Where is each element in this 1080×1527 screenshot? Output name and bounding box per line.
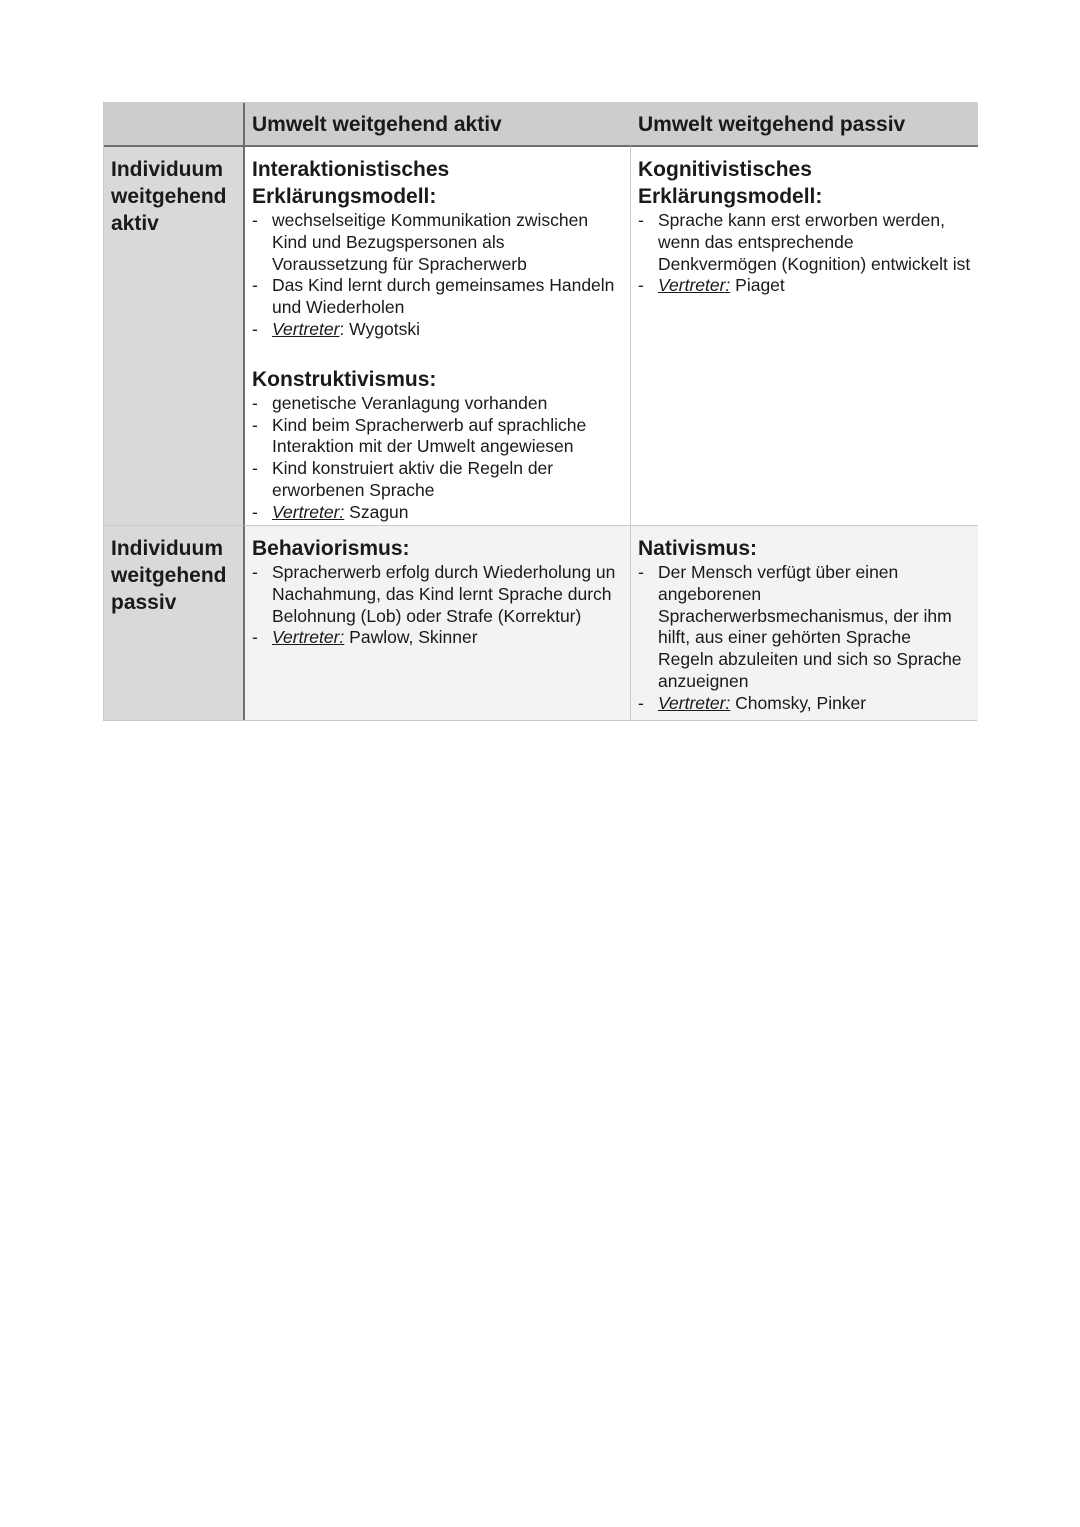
- section-title: Interaktionistisches Erklärungsmodell:: [252, 158, 450, 208]
- representative-item: - Vertreter: Wygotski: [272, 319, 623, 341]
- header-umwelt-aktiv: Umwelt weitgehend aktiv: [243, 103, 630, 147]
- section-title: Nativismus:: [638, 537, 758, 560]
- representative-names: Wygotski: [344, 318, 421, 339]
- header-umwelt-passiv: Umwelt weitgehend passiv: [630, 103, 978, 147]
- list-item: - Kind beim Spracherwerb auf sprachliche Interaktion mit der Umwelt angewiesen: [272, 415, 623, 459]
- section-title: Konstruktivismus:: [252, 367, 437, 391]
- bullet-list: [252, 562, 623, 649]
- bullet-list: [638, 210, 971, 297]
- representative-names: Szagun: [344, 501, 409, 522]
- representative-item: [272, 502, 623, 524]
- cell-aktiv-aktiv: [243, 147, 630, 526]
- representative-label: Vertreter:: [658, 692, 731, 713]
- representative-item: [658, 693, 971, 715]
- representative-label: Vertreter: [272, 318, 340, 339]
- cell-passiv-aktiv: [243, 526, 630, 720]
- representative-names: Pawlow, Skinner: [344, 627, 478, 648]
- section-interaktionistisch: [252, 156, 623, 341]
- section-nativismus: [638, 535, 971, 715]
- list-item: - wechselseitige Kommunikation zwischen Kind und Bezugspersonen als Voraussetzung für Spracherwerb: [272, 210, 623, 275]
- section-kognitivistisch: [638, 156, 971, 297]
- section-behaviorismus: [252, 535, 623, 649]
- row-label-individuum-aktiv: Individuum weitgehend aktiv: [104, 147, 243, 526]
- cell-passiv-passiv: [630, 526, 978, 720]
- section-title: Kognitivistisches Erklärungsmodell:: [638, 158, 823, 208]
- list-item: - Sprache kann erst erworben werden, wenn das entsprechende Denkvermögen (Kognition) entwickelt ist: [658, 210, 971, 275]
- list-item: - Der Mensch verfügt über einen angeborenen Spracherwerbsmechanismus, der ihm hilft, aus einer gehörten Sprache Regeln abzuleiten und sich so Sprache anzueignen: [658, 562, 971, 693]
- representative-label: Vertreter:: [272, 501, 345, 522]
- representative-names: Chomsky, Pinker: [730, 692, 867, 713]
- row-label-individuum-passiv: Individuum weitgehend passiv: [104, 526, 243, 720]
- comparison-table: [103, 102, 977, 721]
- representative-item: [658, 275, 971, 297]
- bullet-list: [252, 210, 623, 341]
- representative-names: Piaget: [730, 275, 785, 296]
- representative-label: Vertreter:: [272, 627, 345, 648]
- list-item: - Spracherwerb erfolg durch Wiederholung un Nachahmung, das Kind lernt Sprache durch Belohnung (Lob) oder Strafe (Korrektur): [272, 562, 623, 627]
- representative-item: [272, 627, 623, 649]
- header-corner: [104, 103, 243, 147]
- list-item: - genetische Veranlagung vorhanden: [272, 393, 623, 415]
- bullet-list: [638, 562, 971, 715]
- section-title: Behaviorismus:: [252, 537, 410, 560]
- list-item: - Das Kind lernt durch gemeinsames Handeln und Wiederholen: [272, 275, 623, 319]
- bullet-list: [252, 393, 623, 524]
- cell-aktiv-passiv: [630, 147, 978, 526]
- list-item: - Kind konstruiert aktiv die Regeln der erworbenen Sprache: [272, 458, 623, 502]
- section-konstruktivismus: [252, 366, 623, 524]
- representative-label: Vertreter:: [658, 275, 731, 296]
